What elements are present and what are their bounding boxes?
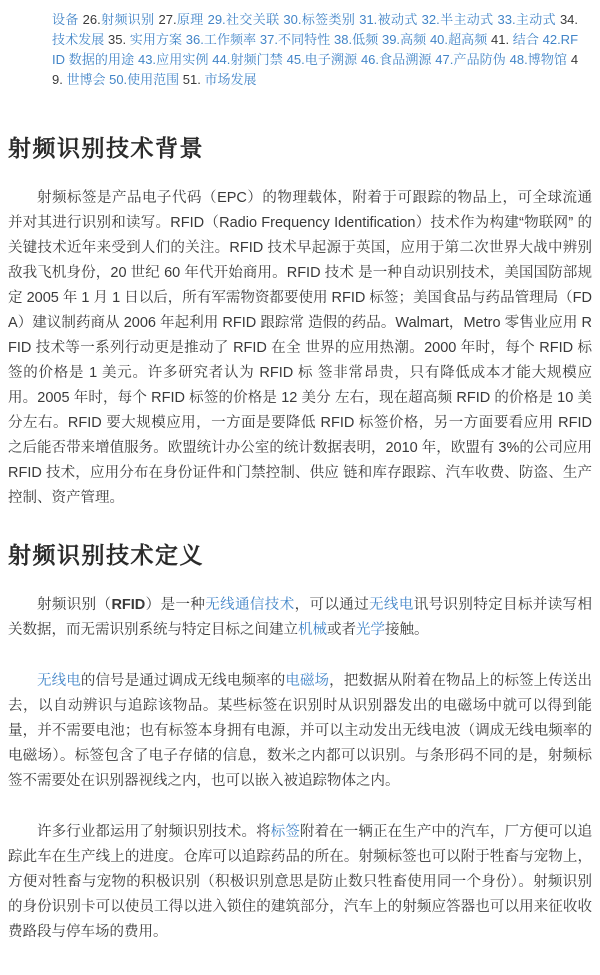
text-segment: 讯号识别特定目标并读写相关数据，而无需识别系统与特定目标之间建立: [8, 597, 593, 638]
text-segment: 的信号是通过调成无线电频率的: [80, 673, 286, 689]
inline-link[interactable]: 33.主动式: [497, 12, 560, 27]
text-segment: 35.: [107, 32, 130, 47]
inline-link[interactable]: 46.食品溯源: [360, 52, 436, 67]
inline-link[interactable]: 30.标签类别: [283, 12, 360, 27]
inline-link[interactable]: 36.工作频率: [185, 32, 260, 47]
inline-link[interactable]: 50.使用范围: [109, 72, 183, 87]
inline-link[interactable]: 44.射频门禁: [212, 52, 287, 67]
text-segment: 41.: [491, 32, 513, 47]
inline-link[interactable]: 世博会: [66, 72, 110, 87]
inline-link[interactable]: 电磁场: [285, 673, 330, 689]
text-segment: 许多行业都运用了射频识别技术。将: [37, 824, 271, 840]
inline-link[interactable]: 47.产品防伪: [435, 52, 510, 67]
paragraph-background: [8, 186, 592, 511]
text-segment: 51.: [182, 72, 205, 87]
inline-link[interactable]: 射频识别: [100, 12, 159, 27]
inline-link[interactable]: 38.低频: [333, 32, 382, 47]
text-segment: 接触。: [385, 622, 429, 638]
inline-link[interactable]: 无线电: [37, 673, 81, 689]
text-segment: ，把数据从附着在物品上的标签上传送出去，以自动辨识与追踪该物品。某些标签在识别时从识别器发出的电磁场中就可以得到能量，并不需要电池；也有标签本身拥有电源，并可以主动发出无线电波（调成无线电频率的电磁场）。标签包含了电子存储的信息，数米之内都可以识别。与条形码不同的是，射频标签不需要处在识别器视线之内，也可以嵌入被追踪物体之内。: [8, 673, 593, 789]
inline-link[interactable]: 标签: [270, 824, 300, 840]
inline-link[interactable]: 光学: [356, 622, 385, 638]
text-segment: 射频标签是产品电子代码（EPC）的物理载体，附着于可跟踪的物品上，可全球流通 并对其进行识别和读写。RFID（Radio Frequency Identification）技术作为构建“物联网” 的关键技术近年来受到人们的关注。RFID 技术早起源于英国，应用于第二次世界大战中辨别敌我飞机身份，20 世纪 60 年代开始商用。RFID 技术 是一种自动识别技术，美国国防部规定 2005 年 1 月 1 日以后，所有军需物资都要使用 RFID 标签；美国食品与药品管理局（FDA）建议制药商从 2006 年起利用 RFID 跟踪常 造假的药品。Walmart，Metro 零售业应用 RFID 技术等一系列行动更是推动了 RFID 在全 世界的应用热潮。2000 年时，每个 RFID 标签的价格是 1 美元。许多研究者认为 RFID 标 签非常昂贵，只有降低成本才能大规模应用。2005 年时，每个 RFID 标签的价格是 12 美分 左右，现在超高频 RFID 的价格是 10 美分左右。RFID 要大规模应用，一方面是要降低 RFID 标签价格，另一方面要看应用 RFID 之后能否带来增值服务。欧盟统计办公室的统计数据表明，2010 年，欧盟有 3%的公司应用 RFID 技术，应用分布在身份证件和门禁控制、供应 链和库存跟踪、汽车收费、防盗、生产控制、资产管理。: [8, 190, 592, 506]
inline-link[interactable]: 40.超高频: [429, 32, 491, 47]
paragraph-definition-2: [8, 669, 592, 794]
inline-link[interactable]: 结合: [512, 32, 543, 47]
text-segment: RFID: [111, 597, 146, 613]
text-segment: 26.: [82, 12, 101, 27]
inline-link[interactable]: 37.不同特性: [259, 32, 334, 47]
paragraph-definition-3: [8, 820, 592, 945]
text-segment: 或者: [327, 622, 356, 638]
text-segment: 34.: [559, 12, 579, 27]
section-heading-definition: 射频识别技术定义: [8, 542, 204, 568]
inline-link[interactable]: 技术发展: [52, 32, 108, 47]
inline-link[interactable]: 实用方案: [129, 32, 186, 47]
inline-link[interactable]: 42.RFID 数据的用途: [52, 32, 579, 67]
inline-link[interactable]: 32.半主动式: [421, 12, 498, 27]
text-segment: ）是一种: [145, 597, 206, 613]
text-segment: ，可以通过: [294, 597, 370, 613]
inline-link[interactable]: 39.高频: [381, 32, 430, 47]
text-segment: 27.: [158, 12, 177, 27]
text-segment: 附着在一辆正在生产中的汽车，厂方便可以追踪此车在生产线上的进度。仓库可以追踪药品的所在。射频标签也可以附于牲畜与宠物上，方便对牲畜与宠物的积极识别（积极识别意思是防止数只牲畜使用同一个身份）。射频识别的身份识别卡可以使员工得以进入锁住的建筑部分，汽车上的射频应答器也可以用来征收收费路段与停车场的费用。: [8, 824, 593, 940]
inline-link[interactable]: 无线通信技术: [205, 597, 295, 613]
section-heading-background: 射频识别技术背景: [8, 135, 204, 161]
inline-link[interactable]: 设备: [52, 12, 83, 27]
inline-link[interactable]: 43.应用实例: [137, 52, 213, 67]
table-of-contents: [52, 10, 578, 90]
paragraph-definition-1: [8, 593, 592, 643]
inline-link[interactable]: 29.社交关联: [207, 12, 284, 27]
inline-link[interactable]: 31.被动式: [359, 12, 422, 27]
text-segment: 射频识别（: [37, 597, 112, 613]
inline-link[interactable]: 原理: [176, 12, 208, 27]
inline-link[interactable]: 无线电: [369, 597, 414, 613]
inline-link[interactable]: 市场发展: [204, 72, 257, 87]
inline-link[interactable]: 45.电子溯源: [286, 52, 361, 67]
inline-link[interactable]: 48.博物馆: [509, 52, 571, 67]
inline-link[interactable]: 机械: [298, 622, 327, 638]
text-segment: 49.: [52, 52, 579, 87]
